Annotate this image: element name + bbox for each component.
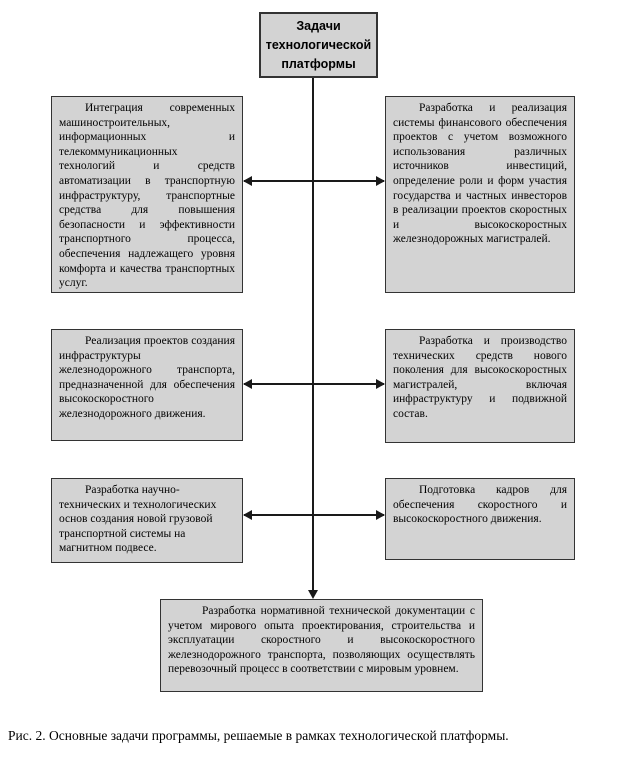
- figure-caption: Рис. 2. Основные задачи программы, решаемые в рамках технологической платформы.: [8, 728, 509, 743]
- root-node-tasks: [259, 12, 378, 78]
- task-node-financing: Разработка и реализация системы финансового обеспечения проектов с учетом возможного использования различных источников инвестиций, определение роли и форм участия государства и частных инвесторов в реализации проектов скоростных и высокоскоростных железнодорожных магистралей.: [385, 96, 575, 293]
- arrowhead-down-icon: [308, 590, 318, 599]
- task-node-maglev-research: Разработка научно-технических и технологических основ создания новой грузовой транспортной системы на магнитном подвесе.: [51, 478, 243, 563]
- task-node-integration: Интеграция современных машиностроительных, информационных и телекоммуникационных технологий и средств автоматизации в транспортную инфраструктуру, транспортные средства для повышения безопасности и эффективности транспортного процесса, обеспечения надлежащего уровня комфорта и качества транспортных услуг.: [51, 96, 243, 293]
- task-node-technical-means: Разработка и производство технических средств нового поколения для высокоскоростных магистралей, включая инфраструктуру и подвижной состав.: [385, 329, 575, 443]
- task-node-personnel: Подготовка кадров для обеспечения скоростного и высокоскоростного движения.: [385, 478, 575, 560]
- connector-arrow-row2: [244, 383, 384, 385]
- connector-arrow-row3: [244, 514, 384, 516]
- task-node-infrastructure-projects: Реализация проектов создания инфраструктуры железнодорожного транспорта, предназначенной для обеспечения высокоскоростного железнодорожного движения.: [51, 329, 243, 441]
- root-node-label: Задачи технологической платформы: [265, 18, 372, 71]
- connector-arrow-row1: [244, 180, 384, 182]
- task-node-normative-docs: Разработка нормативной технической документации с учетом мирового опыта проектирования, строительства и эксплуатации скоростного и высокоскоростного железнодорожного транспорта, позволяющих осуществлять перевозочный процесс в соответствии с мировым уровнем.: [160, 599, 483, 692]
